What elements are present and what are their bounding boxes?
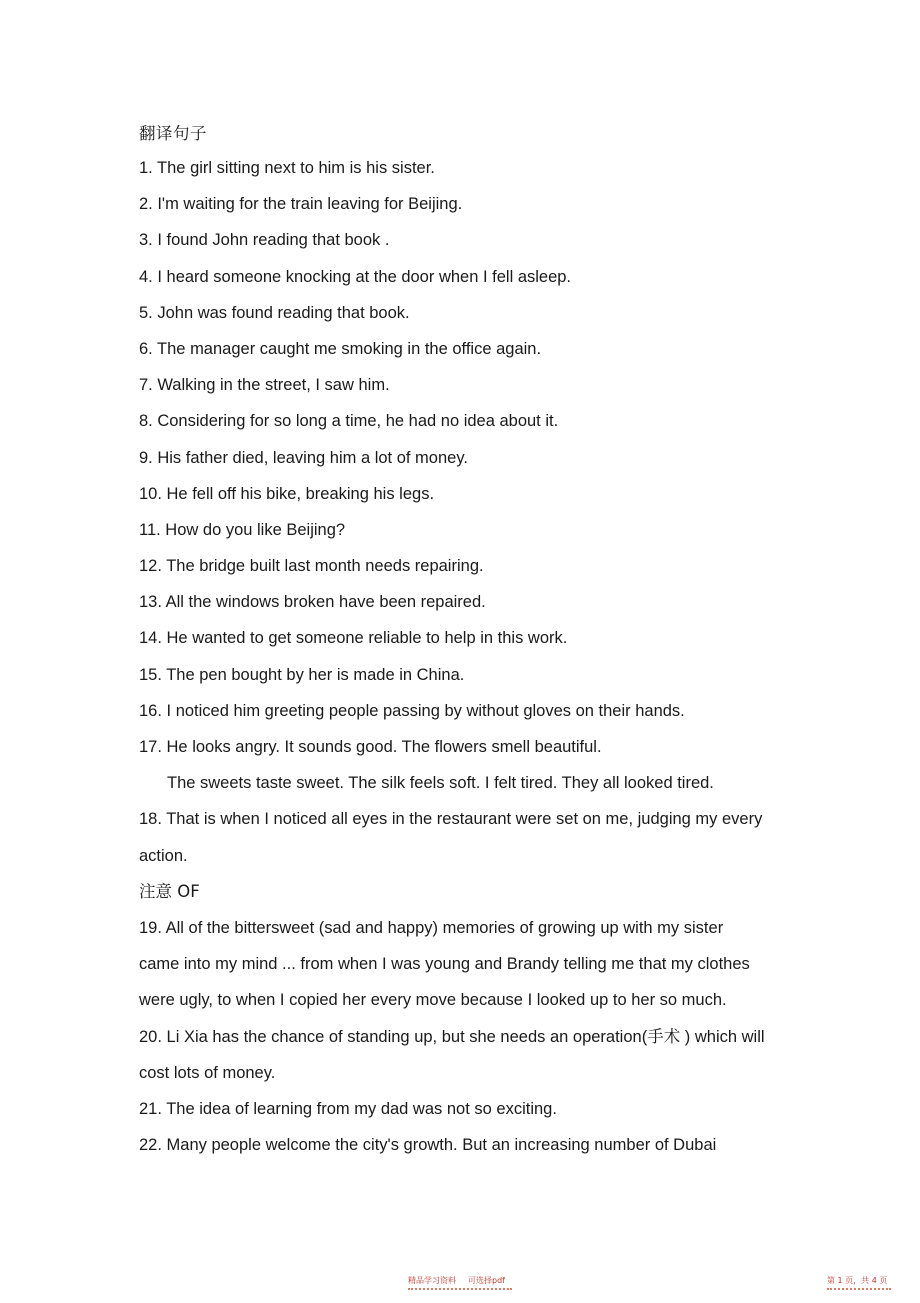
sentence-line: 2. I'm waiting for the train leaving for Beijing. — [139, 195, 463, 214]
sentence-line: 4. I heard someone knocking at the door when I fell asleep. — [139, 267, 572, 286]
sentence-line-continuation: were ugly, to when I copied her every move because I looked up to her so much. — [139, 991, 727, 1010]
sentence-line-continuation: action. — [139, 846, 188, 865]
sentence-line: 8. Considering for so long a time, he had no idea about it. — [139, 412, 559, 431]
sentence-line: 10. He fell off his bike, breaking his legs. — [139, 484, 435, 503]
sentence-line: 21. The idea of learning from my dad was not so exciting. — [139, 1099, 557, 1118]
sentence-line-continuation: came into my mind ... from when I was young and Brandy telling me that my clothes — [139, 955, 750, 974]
footer-dotted-rule — [827, 1288, 891, 1292]
footer-watermark — [408, 1275, 505, 1286]
sentence-line: 19. All of the bittersweet (sad and happy) memories of growing up with my sister — [139, 918, 724, 937]
sentence-line: 20. Li Xia has the chance of standing up, but she needs an operation(手术 ) which will — [139, 1027, 765, 1046]
sentence-line: 13. All the windows broken have been repaired. — [139, 593, 486, 612]
sentence-line: 7. Walking in the street, I saw him. — [139, 376, 390, 395]
sentence-line-continuation: The sweets taste sweet. The silk feels soft. I felt tired. They all looked tired. — [167, 774, 714, 793]
footer-label-b: 可选择pdf — [468, 1276, 505, 1285]
sentence-line: 9. His father died, leaving him a lot of money. — [139, 448, 468, 467]
sentence-line-continuation: cost lots of money. — [139, 1063, 276, 1082]
sentence-line: 15. The pen bought by her is made in China. — [139, 665, 465, 684]
page-number: 第 1 页，共 4 页 — [827, 1276, 888, 1285]
sentence-line: 11. How do you like Beijing? — [139, 520, 346, 539]
section-note: 注意 OF — [139, 881, 200, 901]
sentence-line: 3. I found John reading that book . — [139, 231, 390, 250]
sentence-line: 12. The bridge built last month needs repairing. — [139, 557, 484, 576]
sentence-line: 6. The manager caught me smoking in the office again. — [139, 339, 542, 358]
sentence-line: 14. He wanted to get someone reliable to help in this work. — [139, 629, 568, 648]
sentence-list — [139, 158, 839, 1171]
footer-label-a: 精品学习资料 — [408, 1276, 456, 1285]
page-title: 翻译句子 — [139, 124, 207, 143]
sentence-line: 5. John was found reading that book. — [139, 303, 410, 322]
sentence-line: 17. He looks angry. It sounds good. The flowers smell beautiful. — [139, 738, 602, 756]
sentence-line: 22. Many people welcome the city's growth. But an increasing number of Dubai — [139, 1136, 717, 1155]
sentence-line: 16. I noticed him greeting people passing by without gloves on their hands. — [139, 701, 685, 720]
sentence-line: 18. That is when I noticed all eyes in the restaurant were set on me, judging my every — [139, 810, 763, 829]
sentence-line: 1. The girl sitting next to him is his sister. — [139, 159, 435, 177]
footer-dotted-rule — [408, 1288, 512, 1292]
